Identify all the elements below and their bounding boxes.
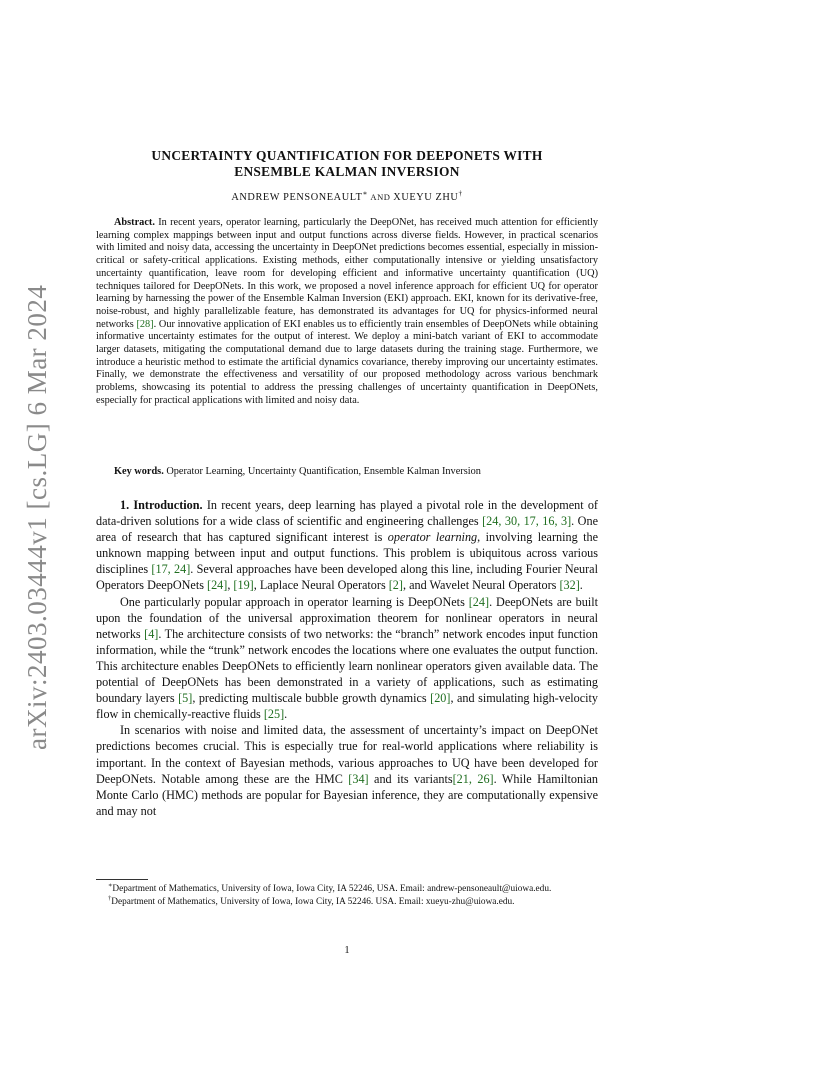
intro-text: . The architecture consists of two networks: the “branch” network encodes input function information, while the “trunk” network encodes the locations where one evaluates the output function. This architecture enables DeepONets to efficiently learn nonlinear operators given available data. The potential of DeepONets has been demonstrated in a variety of applications, such as estimating boundary layers: [96, 626, 598, 706]
intro-paragraph-3: [96, 722, 598, 819]
arxiv-identifier-text: arXiv:2403.03444v1 [cs.LG] 6 Mar 2024: [22, 284, 52, 750]
footnote-2: [96, 894, 598, 909]
footnote-1: [96, 881, 598, 896]
intro-text: . Several approaches have been developed along this line, including Fourier Neural Operators DeepONets: [96, 562, 598, 593]
footnote-divider: [96, 879, 148, 880]
citation-link[interactable]: [17, 24]: [151, 562, 191, 577]
intro-paragraph-1: [96, 497, 598, 594]
footnotes: [96, 881, 598, 910]
intro-text: , Laplace Neural Operators: [253, 578, 389, 593]
intro-text: . While Hamiltonian Monte Carlo (HMC) methods are popular for Bayesian inference, they are computationally expensive and may not: [96, 771, 599, 818]
intro-text: . One area of research that has captured significant interest is: [96, 514, 598, 545]
author-2: XUEYU ZHU: [393, 192, 459, 203]
emphasis-text: operator learning: [387, 530, 478, 545]
citation-link[interactable]: [34]: [348, 771, 369, 786]
footnote-2-mark: †: [108, 894, 112, 902]
footnote-2-text: Department of Mathematics, University of Iowa, Iowa City, IA 52246. USA. Email: xueyu-zhu@uiowa.edu.: [111, 896, 515, 907]
intro-text: .: [579, 578, 583, 593]
footnote-1-text: Department of Mathematics, University of Iowa, Iowa City, IA 52246, USA. Email: andrew-pensoneault@uiowa.edu.: [112, 884, 552, 894]
citation-link[interactable]: [24]: [207, 578, 228, 593]
keywords: [96, 465, 598, 478]
abstract-text: In recent years, operator learning, particularly the DeepONet, has received much attention for efficiently learning complex mappings between input and output functions across diverse fields. However, in practical scenarios with limited and noisy data, accessing the uncertainty in DeepONet predictions becomes essential, especially in mission-critical or safety-critical applications. Existing methods, either computationally intensive or yielding unsatisfactory uncertainty quantification, leave room for developing efficient and informative uncertainty quantification (UQ) techniques tailored for DeepONets. In this work, we proposed a novel inference approach for efficient UQ for operator learning by harnessing the power of the Ensemble Kalman Inversion (EKI) approach. EKI, known for its derivative-free, noise-robust, and highly parallelizable feature, has demonstrated its advantages for UQ for physics-informed neural networks: [96, 217, 599, 330]
author-line: [96, 189, 598, 203]
citation-link[interactable]: [4]: [144, 626, 159, 641]
citation-link[interactable]: [24]: [468, 594, 490, 609]
citation-link[interactable]: [32]: [559, 578, 580, 593]
intro-text: , and Wavelet Neural Operators: [402, 578, 560, 593]
intro-text: . DeepONets are built upon the foundation of the universal approximation theorem for nonlinear operators in neural networks: [96, 594, 598, 641]
page-number: 1: [344, 945, 350, 956]
citation-link[interactable]: [19]: [233, 578, 254, 593]
title-line-1: UNCERTAINTY QUANTIFICATION FOR DEEPONETS WITH: [151, 148, 543, 163]
keywords-label: Key words.: [114, 466, 164, 477]
citation-link[interactable]: [25]: [263, 707, 285, 722]
citation-link[interactable]: [21, 26]: [452, 771, 494, 786]
introduction-section: [96, 497, 598, 819]
author-1: ANDREW PENSONEAULT: [231, 192, 363, 203]
intro-text: One particularly popular approach in operator learning is DeepONets: [120, 594, 469, 609]
citation-link[interactable]: [5]: [178, 691, 193, 706]
intro-text: and its variants: [368, 771, 453, 786]
intro-text: , predicting multiscale bubble growth dynamics: [192, 691, 431, 706]
citation-link[interactable]: [20]: [430, 691, 451, 706]
author-1-mark: ∗: [362, 189, 369, 198]
intro-text: In scenarios with noise and limited data, the assessment of uncertainty’s impact on DeepONet predictions becomes crucial. This is especially true for real-world applications where reliability is important. In the context of Bayesian methods, various approaches to UQ have been developed for DeepONets. Notable among these are the HMC: [96, 723, 598, 786]
abstract-label: Abstract.: [114, 217, 155, 228]
intro-paragraph-2: [96, 594, 598, 723]
citation-link[interactable]: [28]: [136, 318, 154, 330]
footnote-1-mark: ∗: [108, 881, 113, 889]
intro-text: , involving learning the unknown mapping between input and output functions. This problem is ubiquitous across various disciplines: [96, 530, 598, 577]
abstract: [96, 217, 598, 408]
author-2-mark: †: [458, 189, 463, 198]
title-line-2: ENSEMBLE KALMAN INVERSION: [234, 164, 460, 179]
intro-text: ,: [227, 578, 234, 593]
citation-link[interactable]: [2]: [388, 578, 403, 593]
citation-link[interactable]: [24, 30, 17, 16, 3]: [482, 514, 572, 529]
intro-text: In recent years, deep learning has played a pivotal role in the development of data-driven solutions for a wide class of scientific and engineering challenges: [96, 498, 598, 529]
paper-title: [96, 148, 598, 180]
author-and: AND: [368, 192, 394, 202]
keywords-text: Operator Learning, Uncertainty Quantification, Ensemble Kalman Inversion: [166, 466, 481, 477]
section-heading: 1. Introduction.: [120, 498, 203, 512]
arxiv-identifier-stamp: [22, 284, 52, 750]
intro-text: , and simulating high-velocity flow in chemically-reactive fluids: [96, 691, 598, 722]
abstract-text-2: . Our innovative application of EKI enables us to efficiently train ensembles of DeepONets while obtaining informative uncertainty estimates for the output of interest. We deploy a mini-batch variant of EKI to accommodate larger datasets, mitigating the computational demand due to large datasets during the training stage. Furthermore, we introduce a heuristic method to estimate the artificial dynamics covariance, thereby improving our uncertainty estimates. Finally, we demonstrate the effectiveness and versatility of our proposed methodology across various benchmark problems, showcasing its potential to address the pressing challenges of uncertainty quantification in DeepONets, especially for practical applications with limited and noisy data.: [96, 318, 598, 406]
intro-text: .: [284, 707, 288, 722]
